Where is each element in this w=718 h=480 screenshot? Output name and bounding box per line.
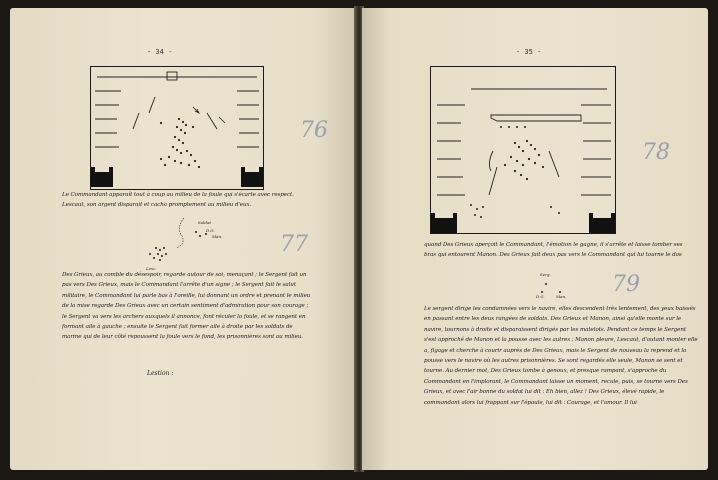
figure-caption: quand Des Grieux aperçoit le Commandant, l'émotion le gagne, il s'arrête et laisse tomber ses bras qui entourent Manon. Des Grieux fait deux pas vers le Commandant qui lui tourne le dos (424, 242, 683, 259)
page-number: - 34 - (147, 48, 173, 56)
pencil-folio: 76 (300, 118, 328, 143)
body-paragraph: Le sergent dirige les condamnées vers le navire, elles descendent très lentement, des yeux baissés en passant entre les deux rangées de soldats. Des Grieux et Manon, ainsi qu'elle monte sur le navire, tournons à droite et disparaissent dirigés par les matelots. Pendant ce temps le Sergent s'est approché de Manon et la pousse avec les autres ; Manon pleure, Lescaut, d'autant monter elle a, figage et cherche à courir auprès de Des Grieux, mais le Sergent de nouveau la reprend et la pousse vers le navire où les autres prisonnières. Se sont regardés elle seule, Manon se sent et tourne. Au dernier mot, Des Grieux tombe à genoux, et presque rampant, s'approche du Commandant en l'implorant, le Commandant laisse un moment, recule, puis, se tourne vers Des Grieux, et avec l'air bonne du soldat lui dit : Eh bien, allez ! Des Grieux, élevé rapide, le commandant alors lui frappant sur l'épaule, lui dit : Courage, et l'amour. Il lui (424, 306, 698, 406)
stage-drawing (431, 67, 615, 233)
label-dg: D.G. (536, 294, 545, 299)
label-dg: D.G. (206, 228, 215, 233)
label-soldat: Soldat (198, 220, 211, 225)
stage-diagram (90, 66, 264, 190)
pencil-folio: 78 (642, 140, 670, 165)
left-page (10, 8, 356, 470)
label-serg: Serg. (540, 272, 551, 277)
figure-sketch (136, 214, 226, 274)
label-manon: Man. (212, 234, 223, 239)
figure-caption: Le Commandant apparaît tout à coup au milieu de la foule qui s'écarte avec respect. Lescaut, son argent disparait et cacha promptement au milieu d'eux. (62, 192, 294, 209)
label-man: Man. (556, 294, 567, 299)
signature: Lestion : (147, 370, 174, 377)
stage-diagram (430, 66, 616, 234)
pencil-folio-2: 79 (612, 272, 640, 297)
figure-sketch (532, 268, 592, 302)
pencil-folio-2: 77 (280, 232, 308, 257)
body-paragraph: Des Grieux, au comble du désespoir, regarde autour de soi, menaçant ; le Sergent fait un pas vers Des Grieux, mais le Commandant l'arrête d'un signe ; le Sergent fait le salut militaire, le Commandant lui parle bas à l'oreille, lui donnant un ordre et prenant le milieu de la mise regarde Des Grieux avec un certain sentiment d'admiration pour son courage ; le Sergent va vers les archers auxquels il annonce, font réculer la foule, et se rangent en formant aile à gauche ; ensuite le Sergent fait former aile à droite par les soldats de marine qui de leur côté repoussent la foule vers le fond, les prisonnières sont au milieu. (62, 272, 311, 341)
stage-drawing (91, 67, 263, 189)
page-number: - 35 - (516, 48, 542, 56)
label-lesc: Lesc. (146, 266, 157, 271)
right-page (362, 8, 708, 470)
